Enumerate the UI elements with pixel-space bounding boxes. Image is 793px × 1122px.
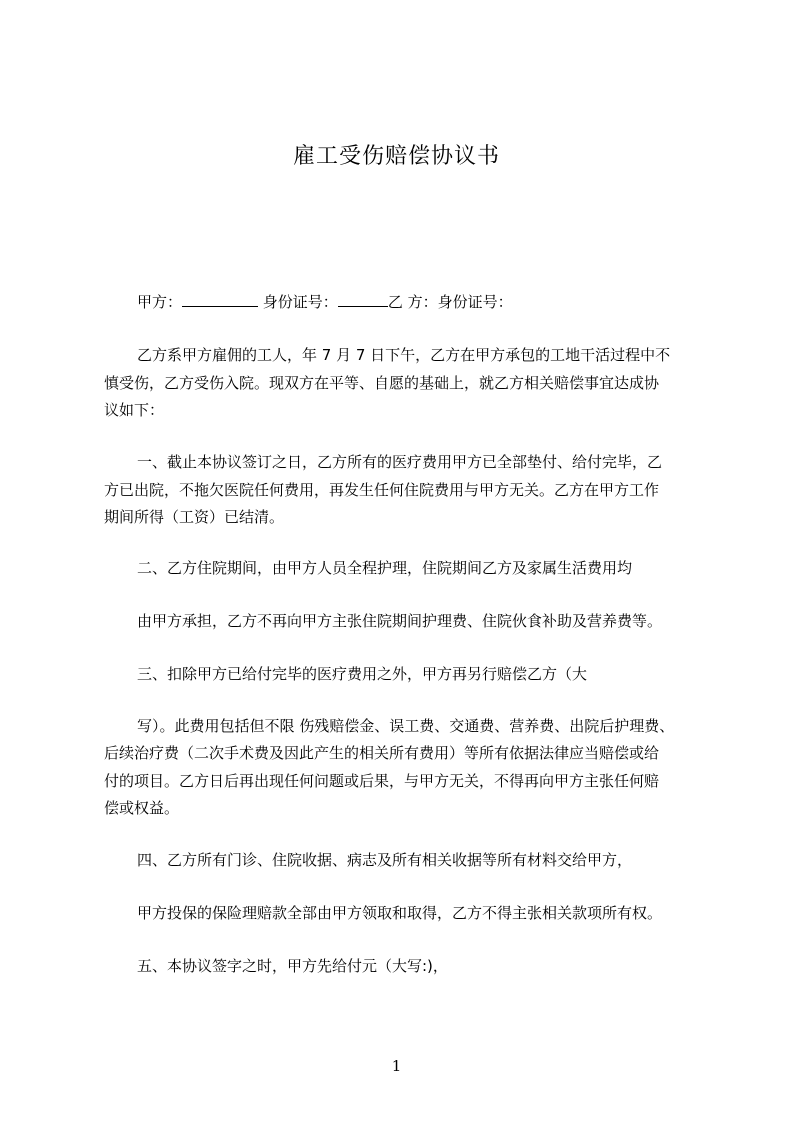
party-a-label: 甲方： xyxy=(137,293,183,311)
party-a-blank xyxy=(182,292,258,307)
clause1-line-2: 方已出院，不拖欠医院任何费用，再发生任何住院费用与甲方无关。乙方在甲方工作 xyxy=(104,481,660,499)
clause5-line-1: 五、本协议签字之时，甲方先给付元（大写:)， xyxy=(137,957,448,975)
clause3-line-1: 三、扣除甲方已给付完毕的医疗费用之外，甲方再另行赔偿乙方（大 xyxy=(137,665,588,683)
clause3-line-5: 偿或权益。 xyxy=(104,799,180,817)
clause3-line-2: 写）。此费用包括但不限 伤残赔偿金、误工费、交通费、营养费、出院后护理费、 xyxy=(137,717,675,735)
clause1-line-1: 一、截止本协议签订之日，乙方所有的医疗费用甲方已全部垫付、给付完毕，乙 xyxy=(137,453,663,471)
clause3-line-3: 后续治疗费（二次手术费及因此产生的相关所有费用）等所有依据法律应当赔偿或给 xyxy=(104,744,660,762)
clause2-line-1: 二、乙方住院期间，由甲方人员全程护理，住院期间乙方及家属生活费用均 xyxy=(137,559,633,577)
party-b-label: 乙 方：身份证号： xyxy=(387,293,513,311)
party-a-id-blank xyxy=(338,292,388,307)
parties-line xyxy=(137,292,513,312)
intro-line-2: 慎受伤，乙方受伤入院。现双方在平等、自愿的基础上，就乙方相关赔偿事宜达成协 xyxy=(104,374,660,392)
clause1-line-3: 期间所得（工资）已结清。 xyxy=(104,508,285,526)
document-title: 雇工受伤赔偿协议书 xyxy=(292,144,500,169)
clause2-line-2: 由甲方承担，乙方不再向甲方主张住院期间护理费、住院伙食补助及营养费等。 xyxy=(137,612,663,630)
intro-line-3: 议如下： xyxy=(104,401,165,419)
clause4-line-2: 甲方投保的保险理赔款全部由甲方领取和取得，乙方不得主张相关款项所有权。 xyxy=(137,904,663,922)
intro-line-1: 乙方系甲方雇佣的工人，年 7 月 7 日下午，乙方在甲方承包的工地干活过程中不 xyxy=(137,346,671,364)
party-a-id-label: 身份证号： xyxy=(262,293,338,311)
clause4-line-1: 四、乙方所有门诊、住院收据、病志及所有相关收据等所有材料交给甲方， xyxy=(137,851,633,869)
clause3-line-4: 付的项目。乙方日后再出现任何问题或后果，与甲方无关，不得再向甲方主张任何赔 xyxy=(104,772,660,790)
page-number: 1 xyxy=(391,1057,402,1075)
